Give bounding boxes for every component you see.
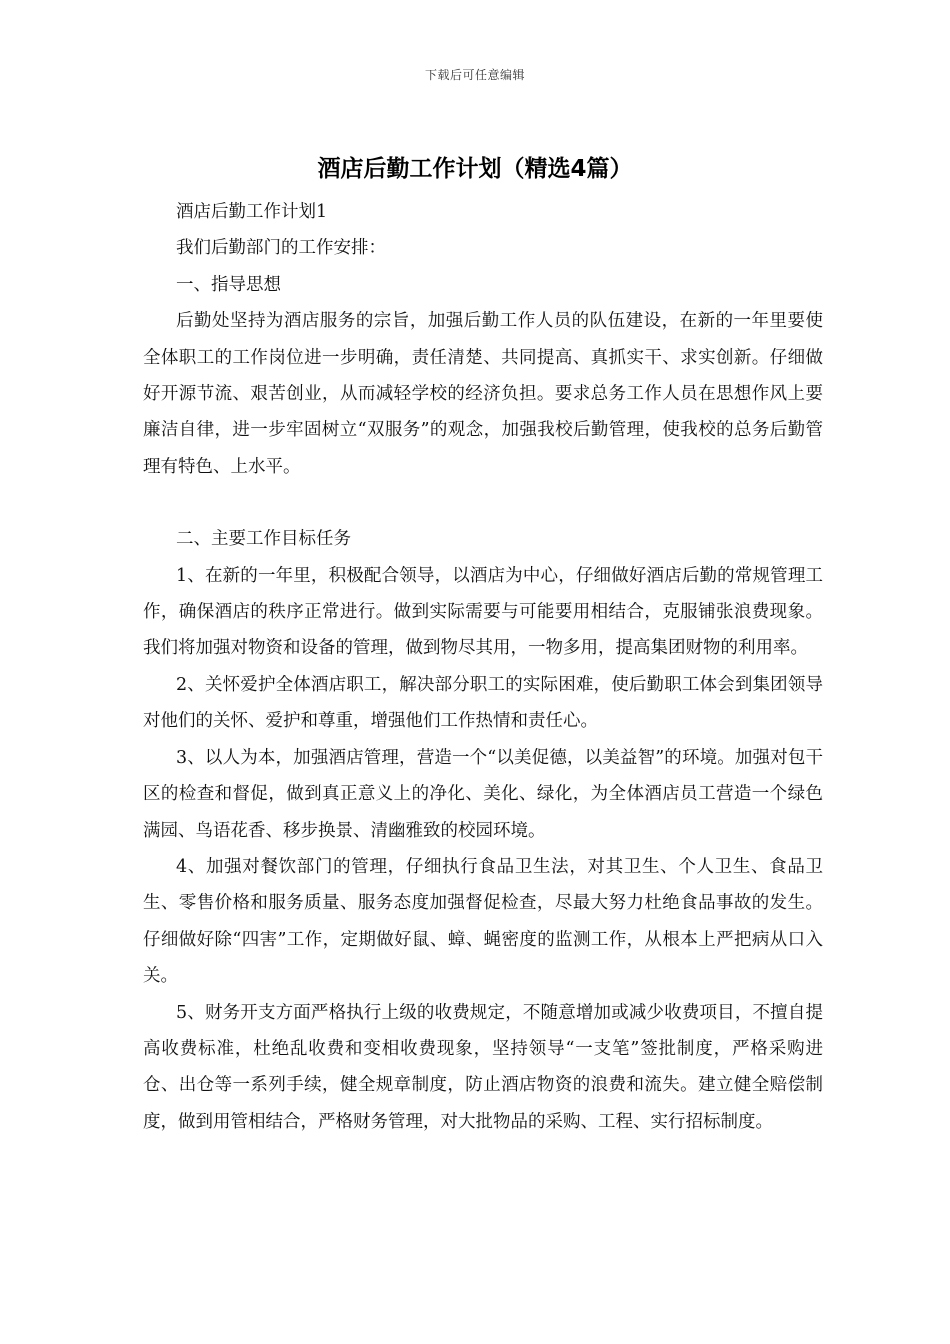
- paragraph-goal-4: 4、加强对餐饮部门的管理，仔细执行食品卫生法，对其卫生、个人卫生、食品卫生、零售价格和服务质量、服务态度加强督促检查，尽最大努力杜绝食品事故的发生。仔细做好除“四害”工作，定期做好鼠、蟑、蝇密度的监测工作，从根本上严把病从口入关。: [143, 856, 823, 987]
- document-title: 酒店后勤工作计划（精选4篇）: [317, 156, 633, 182]
- header-note: 下载后可任意编辑: [424, 68, 525, 82]
- paragraph-goal-5: 5、财务开支方面严格执行上级的收费规定，不随意增加或减少收费项目，不擅自提高收费标准，杜绝乱收费和变相收费现象，坚持领导“一支笔”签批制度，严格采购进仓、出仓等一系列手续，健全规章制度，防止酒店物资的浪费和流失。建立健全赔偿制度，做到用管相结合，严格财务管理，对大批物品的采购、工程、实行招标制度。: [143, 1002, 823, 1132]
- paragraph-goal-1: 1、在新的一年里，积极配合领导，以酒店为中心，仔细做好酒店后勤的常规管理工作，确保酒店的秩序正常进行。做到实际需要与可能要用相结合，克服铺张浪费现象。我们将加强对物资和设备的管理，做到物尽其用，一物多用，提高集团财物的利用率。: [143, 565, 823, 659]
- section-heading-plan-1: 酒店后勤工作计划1: [176, 202, 328, 222]
- section-heading-main-goals: 二、主要工作目标任务: [176, 529, 351, 550]
- section-heading-guiding-thought: 一、指导思想: [176, 274, 281, 295]
- paragraph-guiding-thought: 后勤处坚持为酒店服务的宗旨，加强后勤工作人员的队伍建设，在新的一年里要使全体职工的工作岗位进一步明确，责任清楚、共同提高、真抓实干、求实创新。仔细做好开源节流、艰苦创业，从而减轻学校的经济负担。要求总务工作人员在思想作风上要廉洁自律，进一步牢固树立“双服务”的观念，加强我校后勤管理，使我校的总务后勤管理有特色、上水平。: [143, 311, 823, 477]
- document-body: [143, 194, 823, 1140]
- paragraph-goal-3: 3、以人为本，加强酒店管理，营造一个“以美促德，以美益智”的环境。加强对包干区的检查和督促，做到真正意义上的净化、美化、绿化，为全体酒店员工营造一个绿色满园、鸟语花香、移步换景、清幽雅致的校园环境。: [143, 747, 823, 841]
- paragraph-spacer: [143, 485, 823, 521]
- paragraph-goal-2: 2、关怀爱护全体酒店职工，解决部分职工的实际困难，使后勤职工体会到集团领导对他们的关怀、爱护和尊重，增强他们工作热情和责任心。: [143, 674, 823, 732]
- intro-line: 我们后勤部门的工作安排：: [176, 238, 386, 259]
